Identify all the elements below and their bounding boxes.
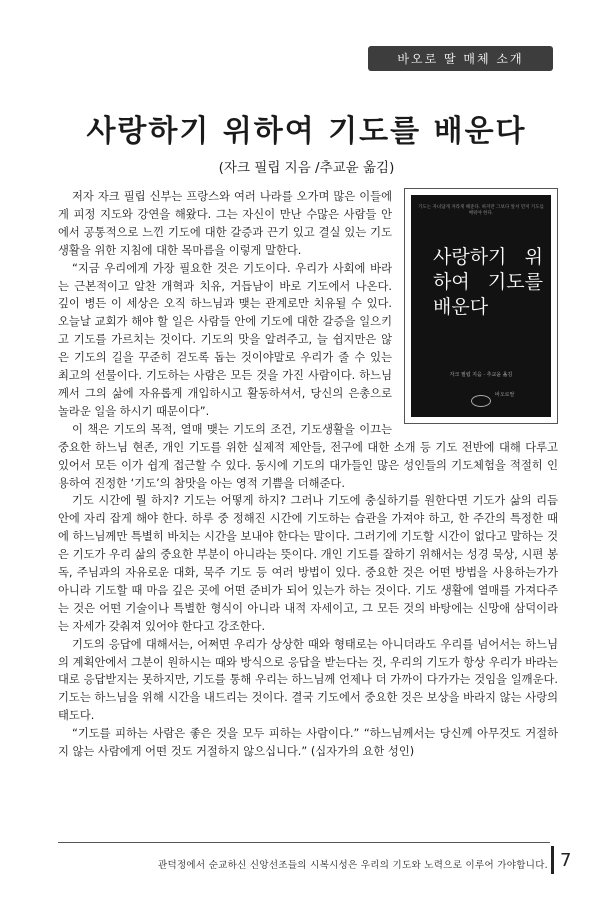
footer-slogan: 관덕정에서 순교하신 신앙선조들의 시복시성은 우리의 기도와 노력으로 이루어 가야합니다. <box>157 860 548 871</box>
page-title: 사랑하기 위하여 기도를 배운다 <box>86 114 527 149</box>
section-tag-label: 바오로 딸 매체 소개 <box>397 52 524 66</box>
book-cover-publisher: 바오로딸 <box>495 392 515 399</box>
book-cover-title: 사랑하기 위하여 기도를 배운다 <box>433 246 543 318</box>
footer-bar <box>551 846 554 874</box>
section-tag <box>368 46 553 71</box>
paragraph: “지금 우리에게 가장 필요한 것은 기도이다. 우리가 사회에 바라는 근본적이고 알찬 개혁과 치유, 거듭남이 바로 기도에서 나온다. 깊이 병든 이 세상은 오직 하느님과 맺는 관계로만 치유될 수 있다. 오늘날 교회가 해야 할 일은 사람들 안에 기도에 대한 갈증을 일으키고 기도를 가르치는 것이다. 기도의 맛을 알려주고, 늘 쉽지만은 않은 기도의 길을 꾸준히 걷도록 돕는 것이야말로 우리가 줄 수 있는 최고의 선물이다. 기도하는 사람은 모든 것을 가진 사람이다. 하느님께서 그의 삶에 자유롭게 개입하시고 활동하셔서, 당신의 은총으로 놀라운 일을 하시기 때문이다”. <box>58 261 392 418</box>
paragraph: “기도를 피하는 사람은 좋은 것을 모두 피하는 사람이다.” “하느님께서는 당신께 아무것도 거절하지 않는 사람에게 어떤 것도 거절하지 않으십니다.” (십자가의 요한 성인) <box>58 727 558 759</box>
paragraph: 이 책은 기도의 목적, 열매 맺는 기도의 조건, 기도생활을 이끄는 중요한 하느님 현존, 개인 기도를 위한 실제적 제안들, 전구에 대한 소개 등 기도 전반에 대해 다루고 있어서 모든 이가 쉽게 접근할 수 있다. 동시에 기도의 대가들인 많은 성인들의 기도체험을 적절히 인용하여 진정한 ‘기도’의 참맛을 아는 영적 기쁨을 더해준다. <box>58 422 558 490</box>
book-cover-tagline: 기도는 자녀답게 자라게 해준다. 하지만 그보다 앞서 먼저 기도를 배워야 한다. <box>418 205 544 216</box>
book-cover-image <box>411 195 551 417</box>
page-number: 7 <box>560 850 572 871</box>
book-cover-author: 자크 필립 지음 · 추교윤 옮김 <box>449 372 513 379</box>
book-cover-frame <box>404 188 558 424</box>
publisher-logo-icon <box>471 395 491 407</box>
article-body <box>58 188 558 761</box>
paragraph: 저자 자크 필립 신부는 프랑스와 여러 나라를 오가며 많은 이들에게 피정 지도와 강연을 해왔다. 그는 자신이 만난 수많은 사람들 안에서 공통적으로 느낀 기도에 대한 갈증과 끈기 있고 결실 있는 기도생활을 위한 지침에 대한 목마름을 이렇게 말한다. <box>58 190 392 257</box>
page-subtitle: (자크 필립 지음 /추교윤 옮김) <box>218 160 395 176</box>
footer-divider <box>58 842 550 843</box>
paragraph: 기도 시간에 뭘 하지? 기도는 어떻게 하지? 그러나 기도에 충실하기를 원한다면 기도가 삶의 리듬 안에 자리 잡게 해야 한다. 하루 중 정해진 시간에 기도하는 습관을 가져야 하고, 한 주간의 특정한 때에 하느님께만 특별히 바치는 시간을 보내야 한다는 말이다. 그러기에 기도할 시간이 없다고 말하는 것은 기도가 우리 삶의 중요한 부분이 아니라는 뜻이다. 개인 기도를 잘하기 위해서는 성경 묵상, 시편 봉독, 주님과의 자유로운 대화, 묵주 기도 등 여러 방법이 있다. 중요한 것은 어떤 방법을 사용하는가가 아니라 기도할 때 마음 깊은 곳에 어떤 준비가 되어 있는가 하는 것이다. 기도 생활에 열매를 가져다주는 것은 어떤 기술이나 특별한 형식이 아니라 내적 자세이고, 그 모든 것의 바탕에는 신망애 삼덕이라는 자세가 갖춰져 있어야 한다고 강조한다. <box>58 494 558 633</box>
paragraph: 기도의 응답에 대해서는, 어쩌면 우리가 상상한 때와 형태로는 아니더라도 우리를 넘어서는 하느님의 계획안에서 그분이 원하시는 때와 방식으로 응답을 받는다는 것, 우리의 기도가 항상 우리가 바라는 대로 응답받지는 못하지만, 기도를 통해 우리는 하느님께 언제나 더 가까이 다가가는 것임을 일깨운다. 기도는 하느님을 위해 시간을 내드리는 것이다. 결국 기도에서 중요한 것은 보상을 바라지 않는 사랑의 태도다. <box>58 637 558 723</box>
